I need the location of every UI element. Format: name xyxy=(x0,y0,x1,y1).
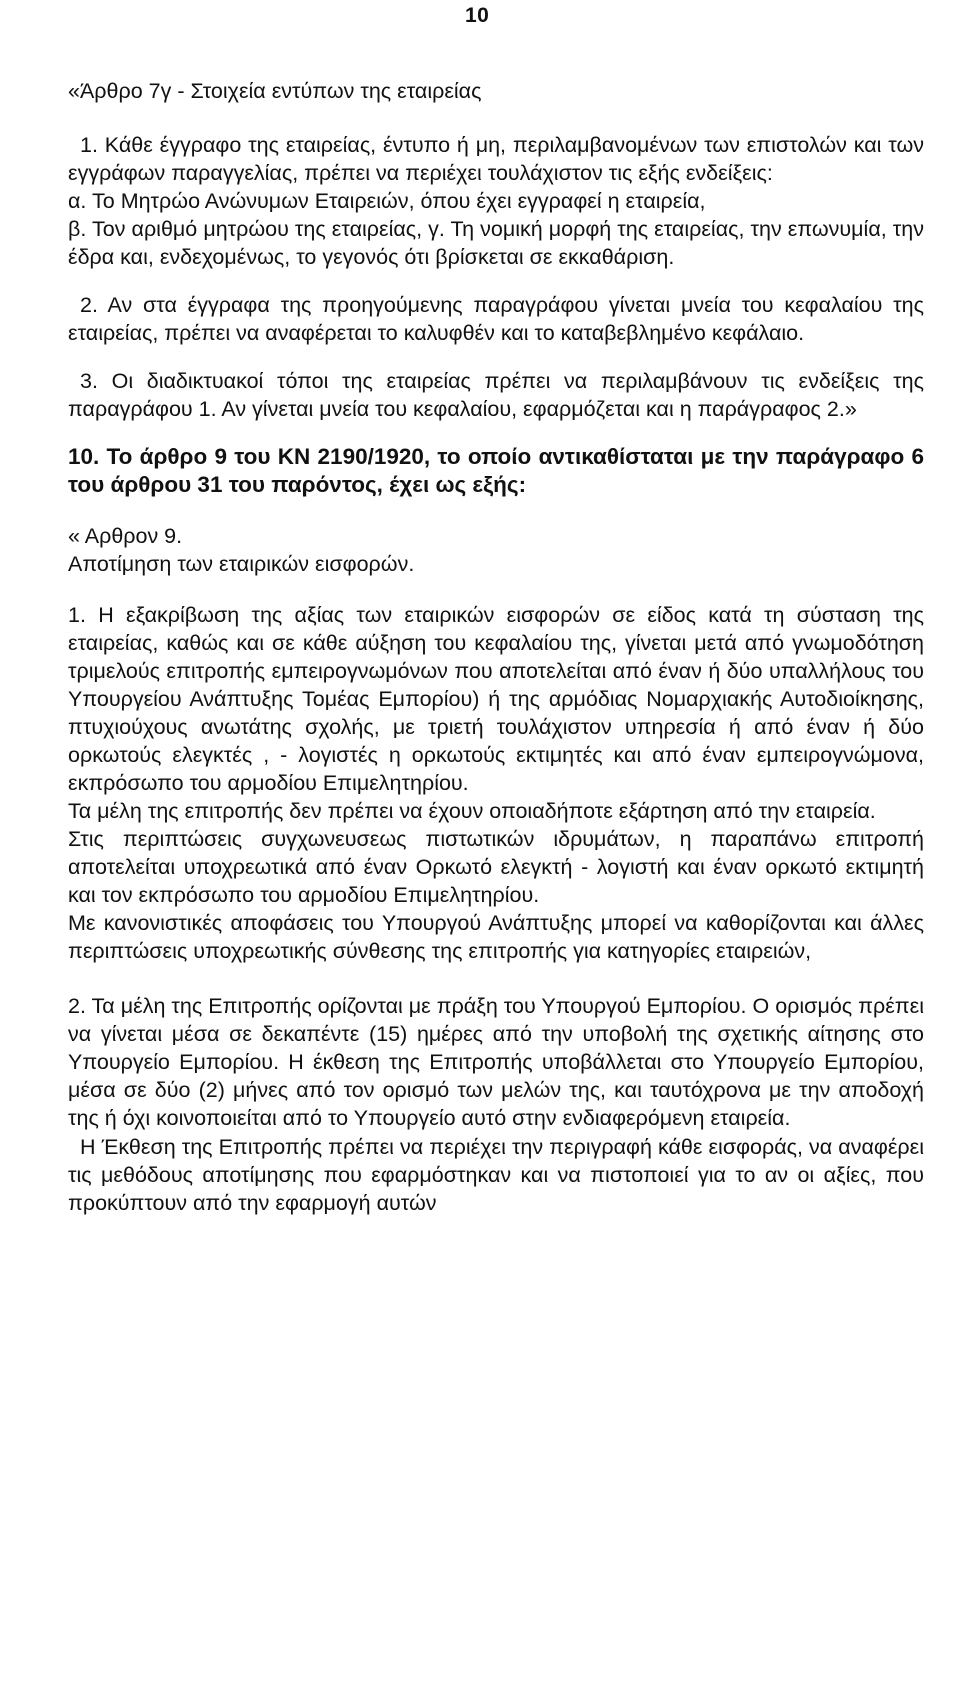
article-7g-paragraph-1: 1. Κάθε έγγραφο της εταιρείας, έντυπο ή μη, περιλαμβανομένων των επιστολών και των εγγράφων παραγγελίας, πρέπει να περιέχει τουλάχιστον τις εξής ενδείξεις: xyxy=(68,133,924,185)
article-9-label: « Αρθρον 9. xyxy=(68,524,183,548)
article-9-paragraph-1: 1. Η εξακρίβωση της αξίας των εταιρικών εισφορών σε είδος κατά τη σύσταση της εταιρείας, καθώς και σε κάθε αύξηση του κεφαλαίου της, γίνεται μετά από γνωμοδότηση τριμελούς επιτροπής εμπειρογνωμόνων που αποτελείται από έναν ή δύο υπαλλήλους του Υπουργείου Ανάπτυξης Τομέας Εμπορίου) ή της αρμόδιας Νομαρχιακής Αυτοδιοίκησης, πτυχιούχους ανωτάτης σχολής, με τριετή τουλάχιστον υπηρεσία ή από έναν ή δύο ορκωτούς ελεγκτές , - λογιστές η ορκωτούς εκτιμητές και από έναν εμπειρογνώμονα, εκπρόσωπο του αρμοδίου Επιμελητηρίου. xyxy=(68,603,924,795)
article-7g-item-a: α. Το Μητρώο Ανώνυμων Εταιρειών, όπου έχει εγγραφεί η εταιρεία, xyxy=(68,189,706,213)
article-7g-paragraph-2: 2. Αν στα έγγραφα της προηγούμενης παραγράφου γίνεται μνεία του κεφαλαίου της εταιρείας, πρέπει να αναφέρεται το καλυφθέν και το καταβεβλημένο κεφάλαιο. xyxy=(68,293,924,345)
page-number: 10 xyxy=(465,4,490,27)
article-9-paragraph-2: 2. Τα μέλη της Επιτροπής ορίζονται με πράξη του Υπουργού Εμπορίου. Ο ορισμός πρέπει να γίνεται μέσα σε δεκαπέντε (15) ημέρες από την υποβολή της σχετικής αίτησης στο Υπουργείο Εμπορίου. Η έκθεση της Επιτροπής υποβάλλεται στο Υπουργείο Εμπορίου, μέσα σε δύο (2) μήνες από τον ορισμό των μελών της, και ταυτόχρονα με την αποδοχή της ή όχι κοινοποιείται από το Υπουργείο αυτό στην ενδιαφερόμενη εταιρεία. xyxy=(68,994,924,1130)
article-7g-title: «Άρθρο 7γ - Στοιχεία εντύπων της εταιρείας xyxy=(68,79,482,103)
article-9-paragraph-1-decisions: Με κανονιστικές αποφάσεις του Υπουργού Ανάπτυξης μπορεί να καθορίζονται και άλλες περιπτώσεις υποχρεωτικής σύνθεσης της επιτροπής για κατηγορίες εταιρειών, xyxy=(68,911,924,963)
article-7g-paragraph-3: 3. Οι διαδικτυακοί τόποι της εταιρείας πρέπει να περιλαμβάνουν τις ενδείξεις της παραγράφου 1. Αν γίνεται μνεία του κεφαλαίου, εφαρμόζεται και η παράγραφος 2.» xyxy=(68,369,924,421)
article-9-paragraph-1-members: Τα μέλη της επιτροπής δεν πρέπει να έχουν οποιαδήποτε εξάρτηση από την εταιρεία. xyxy=(68,799,876,823)
document-body xyxy=(68,60,924,1217)
section-10-heading: 10. Το άρθρο 9 του ΚΝ 2190/1920, το οποίο αντικαθίσταται με την παράγραφο 6 του άρθρου 31 του παρόντος, έχει ως εξής: xyxy=(68,444,924,497)
article-9-paragraph-1-mergers: Στις περιπτώσεις συγχωνευσεως πιστωτικών ιδρυμάτων, η παραπάνω επιτροπή αποτελείται υποχρεωτικά από έναν Ορκωτό ελεγκτή - λογιστή και έναν ορκωτό εκτιμητή και τον εκπρόσωπο του αρμοδίου Επιμελητηρίου. xyxy=(68,827,924,907)
article-7g-item-b-c: β. Τον αριθμό μητρώου της εταιρείας, γ. Τη νομική μορφή της εταιρείας, την επωνυμία, την έδρα και, ενδεχομένως, το γεγονός ότι βρίσκεται σε εκκαθάριση. xyxy=(68,217,924,269)
article-9-paragraph-2-report: Η Έκθεση της Επιτροπής πρέπει να περιέχει την περιγραφή κάθε εισφοράς, να αναφέρει τις μεθόδους αποτίμησης που εφαρμόστηκαν και να πιστοποιεί για το αν οι αξίες, που προκύπτουν από την εφαρμογή αυτών xyxy=(68,1135,924,1215)
article-9-title: Αποτίμηση των εταιρικών εισφορών. xyxy=(68,552,415,576)
